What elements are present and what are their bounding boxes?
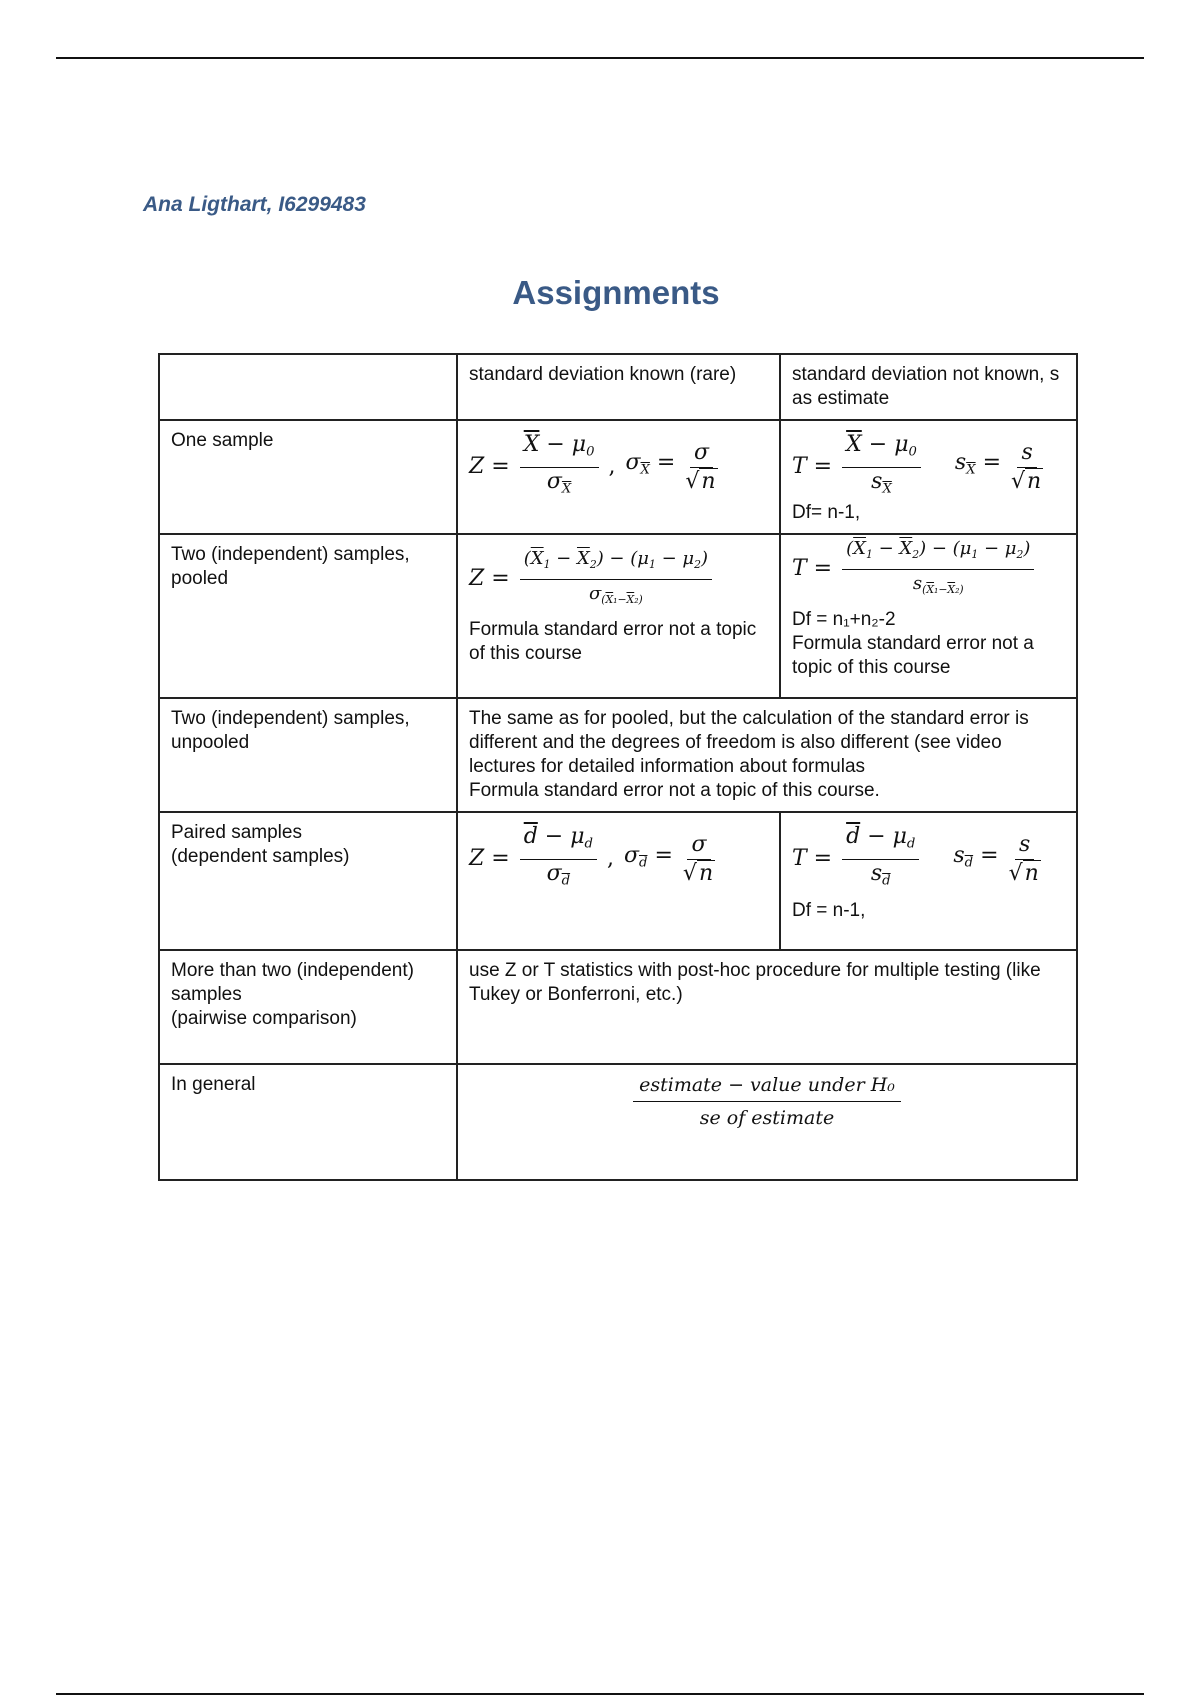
table-row bbox=[159, 1064, 1077, 1180]
df-note: Df = n₁+n₂-2 bbox=[792, 608, 896, 630]
paired-t-formula: T = $\frac{\overline{d} - \mu_d}{s_{\overline{d}}}$ $s_{\overline{d}}$ = $\frac{s}{√n}$ Df = n-1, bbox=[780, 812, 1077, 950]
table-row bbox=[159, 534, 1077, 698]
footer-rule bbox=[56, 1693, 1144, 1695]
table-row bbox=[159, 420, 1077, 534]
row-label: Two (independent) samples, pooled bbox=[159, 534, 457, 698]
standard-error-note: Formula standard error not a topic of this course bbox=[469, 618, 757, 664]
row-label: One sample bbox=[159, 420, 457, 534]
row-label: Paired samples (dependent samples) bbox=[159, 812, 457, 950]
author-line: Ana Ligthart, I6299483 bbox=[143, 193, 366, 216]
table-row bbox=[159, 950, 1077, 1064]
row-label: More than two (independent) samples (pairwise comparison) bbox=[159, 950, 457, 1064]
df-note: Df= n-1, bbox=[792, 502, 861, 524]
standard-error-note: Formula standard error not a topic of this course bbox=[792, 632, 1034, 678]
header-cell-unknown: standard deviation not known, s as estimate bbox=[780, 354, 1077, 420]
formula-table bbox=[158, 353, 1078, 1181]
paired-z-formula: Z = $\frac{\overline{d} - \mu_d}{\sigma_{\overline{d}}}$ , $\sigma_{\overline{d}}$ = $\frac{\sigma}{√n}$ bbox=[457, 812, 780, 950]
table-header-row bbox=[159, 354, 1077, 420]
one-sample-z-formula: Z = $\frac{\overline{X} - \mu_0}{\sigma_{\overline{X}}}$ , $\sigma_{\overline{X}}$ = $\frac{\sigma}{√n}$ bbox=[457, 420, 780, 534]
unpooled-description: The same as for pooled, but the calculation of the standard error is different and the degrees of freedom is also different (see video lectures for detailed information about formulas Formula standard error not a topic of this course. bbox=[457, 698, 1077, 812]
page-title: Assignments bbox=[512, 274, 720, 311]
header-cell-empty bbox=[159, 354, 457, 420]
table-row bbox=[159, 812, 1077, 950]
header-rule bbox=[56, 57, 1144, 59]
table-row bbox=[159, 698, 1077, 812]
general-denominator: se of estimate bbox=[699, 1107, 835, 1130]
row-label: Two (independent) samples, unpooled bbox=[159, 698, 457, 812]
df-note: Df = n-1, bbox=[792, 900, 866, 922]
pooled-t-formula: T = $\frac{(\overline{X}_1 - \overline{X}_2) - (\mu_1 - \mu_2)}{s_{(\overline{X}_1-\overline{X}_2)}}$ Df = n₁+n₂-2 Formula standard error not a topic of this course bbox=[780, 534, 1077, 698]
general-numerator: estimate − value under H₀ bbox=[633, 1073, 901, 1102]
row-label: In general bbox=[159, 1064, 457, 1180]
one-sample-t-formula: T = $\frac{\overline{X} - \mu_0}{s_{\overline{X}}}$ $s_{\overline{X}}$ = $\frac{s}{√n}$ Df= n-1, bbox=[780, 420, 1077, 534]
general-formula bbox=[457, 1064, 1077, 1180]
multiple-testing-description: use Z or T statistics with post-hoc procedure for multiple testing (like Tukey or Bonferroni, etc.) bbox=[457, 950, 1077, 1064]
header-cell-known: standard deviation known (rare) bbox=[457, 354, 780, 420]
pooled-z-formula: Z = $\frac{(\overline{X}_1 - \overline{X}_2) - (\mu_1 - \mu_2)}{\sigma_{(\overline{X}_1-\overline{X}_2)}}$ Formula standard error not a topic of this course bbox=[457, 534, 780, 698]
